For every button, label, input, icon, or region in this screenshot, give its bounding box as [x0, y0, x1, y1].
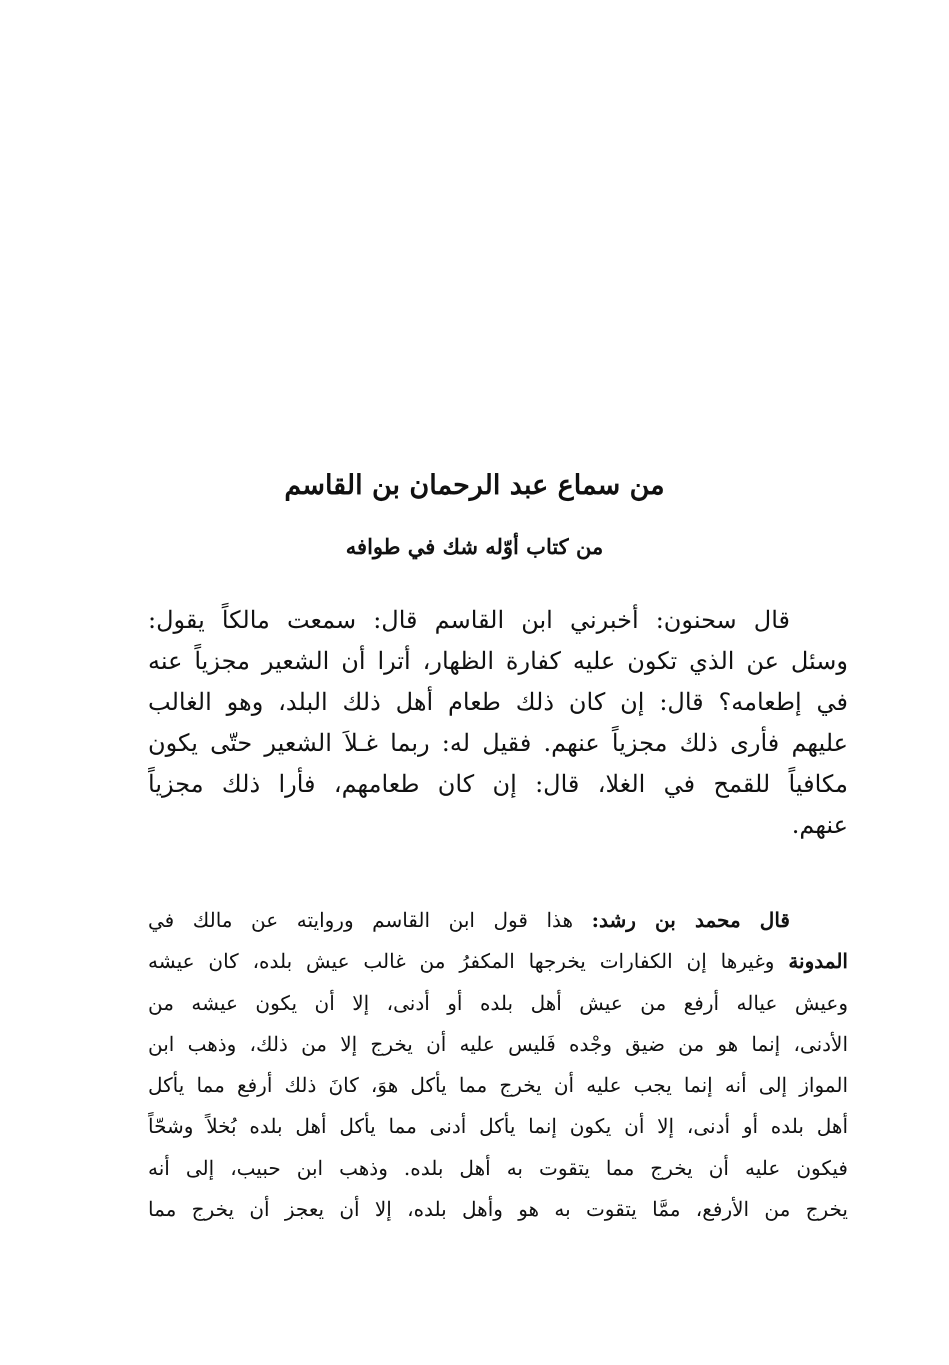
speaker-name: قال محمد بن رشد: [591, 908, 790, 932]
paragraph-line: وسئل عن الذي تكون عليه كفارة الظهار، أترا أن الشعير مجزياً عنه [148, 647, 848, 675]
book-name: المدونة [788, 949, 848, 974]
chapter-title: من سماع عبد الرحمان بن القاسم [284, 470, 665, 501]
paragraph-line: عنهم. [791, 811, 848, 839]
paragraph-line: أهل بلده أو أدنى، إلا أن يكون إنما يأكل أدنى مما يأكل أهل بلده بُخلاً وشحّاً [148, 1114, 848, 1139]
paragraph-line: مكافياً للقمح في الغلا، قال: إن كان طعامهم، فأرا ذلك مجزياً [148, 770, 848, 798]
paragraph-line: يخرج من الأرفع، ممَّا يتقوت به هو وأهل بلده، إلا أن يعجز أن يخرج مما [148, 1197, 848, 1222]
paragraph-line: في إطعامه؟ قال: إن كان ذلك طعام أهل ذلك البلد، وهو الغالب [148, 688, 848, 716]
paragraph-line: المواز إلى أنه إنما يجب عليه أن يخرج مما يأكل هوَ، كانَ ذلك أرفع مما يأكل [148, 1073, 848, 1098]
paragraph-line [148, 941, 848, 982]
paragraph-sahnun [148, 600, 848, 846]
paragraph-line: فيكون عليه أن يخرج مما يتقوت به أهل بلده. وذهب ابن حبيب، إلى أنه [148, 1155, 848, 1180]
paragraph-line [148, 900, 848, 941]
paragraph-line: الأدنى، إنما هو من ضيق وجْده فَليس عليه أن يخرج إلا من ذلك، وذهب ابن [148, 1031, 848, 1056]
line-text: هذا قول ابن القاسم وروايته عن مالك في [148, 908, 574, 932]
line-text: وغيرها إن الكفارات يخرجها المكفرُ من غالب عيش بلده، كان عيشه [148, 949, 775, 974]
paragraph-line: قال سحنون: أخبرني ابن القاسم قال: سمعت مالكاً يقول: [148, 606, 790, 634]
paragraph-line: وعيش عياله أرفع من عيش أهل بلده أو أدنى، إلا أن يكون عيشه من [148, 990, 848, 1015]
paragraph-ibn-rushd [148, 900, 848, 1230]
chapter-subtitle: من كتاب أوّله شك في طوافه [345, 534, 604, 559]
paragraph-line: عليهم فأرى ذلك مجزياً عنهم. فقيل له: ربما غـلاَ الشعير حتّى يكون [148, 729, 848, 757]
